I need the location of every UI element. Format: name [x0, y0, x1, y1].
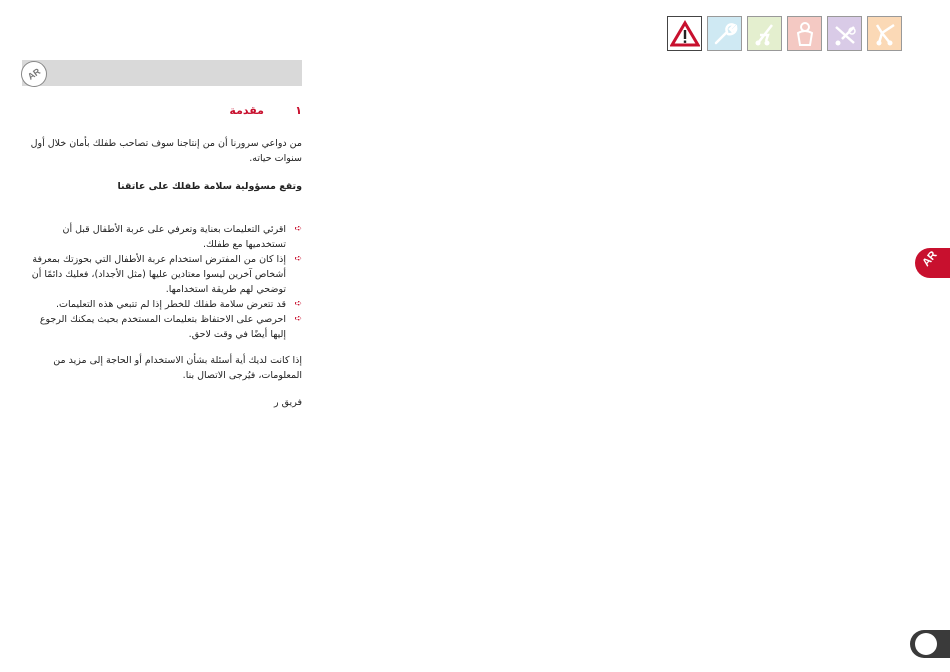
stroller-open-icon [867, 16, 902, 51]
instruction-list [22, 222, 302, 342]
stroller-icon [747, 16, 782, 51]
pictogram-strip [667, 16, 902, 51]
child-seat-icon [787, 16, 822, 51]
list-item: ➪ اقرئي التعليمات بعناية وتعرفي على عربة الأطفال قبل أن تستخدميها مع طفلك. [62, 224, 302, 250]
list-item: ➪ احرصي على الاحتفاظ بتعليمات المستخدم بحيث يمكنك الرجوع إليها أيضًا في وقت لاحق. [39, 314, 302, 340]
language-badge: AR [16, 56, 52, 92]
page-circle-icon [915, 633, 937, 655]
page-number-tab [910, 630, 950, 658]
contact-paragraph: إذا كانت لديك أية أسئلة بشأن الاستخدام أو الحاجة إلى مزيد من المعلومات، فيُرجى الاتصال بنا. [53, 355, 302, 381]
signature: فريق ر [274, 397, 302, 408]
wrench-icon [707, 16, 742, 51]
arrow-bullet-icon: ➪ [294, 299, 302, 309]
list-item: ➪ قد تتعرض سلامة طفلك للخطر إذا لم تتبعي هذه التعليمات. [56, 299, 302, 310]
section-number: ١ [295, 104, 302, 117]
list-item: ➪ إذا كان من المفترض استخدام عربة الأطفال التي بحوزتك بمعرفة أشخاص آخرين ليسوا معتادين عليها (مثل الأجداد)، فعليك دائمًا أن توضحي لهم طريقة استخدامها. [31, 254, 302, 295]
intro-paragraph: من دواعي سرورنا أن من إنتاجنا سوف تصاحب طفلك بأمان خلال أول سنوات حياته. [30, 138, 302, 164]
language-side-tab[interactable] [915, 248, 950, 278]
responsibility-statement: وتقع مسؤولية سلامة طفلك على عاتقنا [117, 181, 302, 192]
warning-triangle-icon [667, 16, 702, 51]
arrow-bullet-icon: ➪ [294, 254, 302, 264]
section-title: مقدمة [229, 104, 264, 117]
language-header-bar [22, 60, 302, 86]
stroller-fold-icon [827, 16, 862, 51]
arrow-bullet-icon: ➪ [294, 314, 302, 324]
arrow-bullet-icon: ➪ [294, 224, 302, 234]
language-side-tab-label: AR [920, 249, 940, 269]
section-heading [22, 103, 302, 118]
